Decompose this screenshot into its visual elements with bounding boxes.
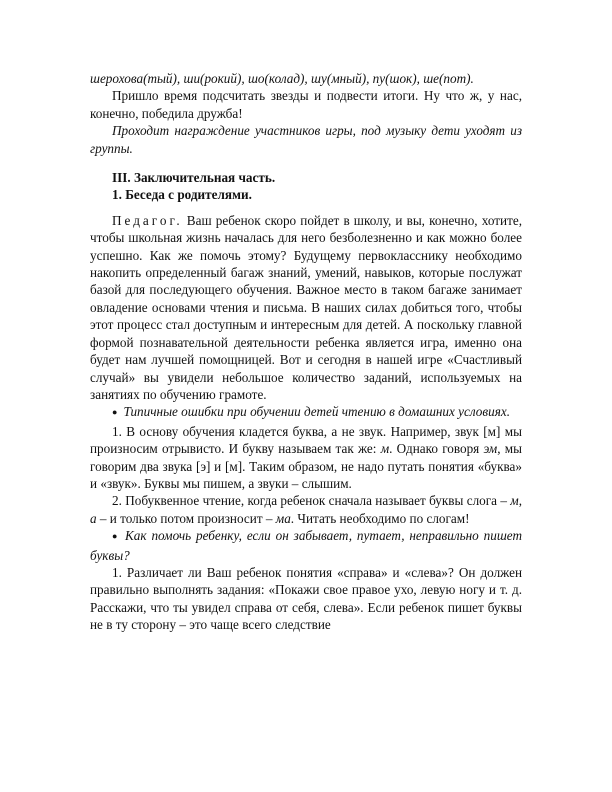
text-run-italic: м xyxy=(380,441,390,457)
bullet-typical-errors: ● Типичные ошибки при обучении детей чтению в домашних условиях. xyxy=(90,403,522,422)
bullet-how-to-help: ● Как помочь ребенку, если он забывает, путает, неправильно пишет буквы? xyxy=(90,527,522,564)
paragraph-left-right: 1. Различает ли Ваш ребенок понятия «справа» и «слева»? Он должен правильно выполнять задания: «Покажи свое правое ухо, левую ногу и т. д. Расскажи, что ты увидел справа от себя, слева». Если ребенок пишет буквы не в ту сторону – это чаще всего следствие xyxy=(90,564,522,633)
section-heading: III. Заключительная часть. xyxy=(112,170,276,186)
text-run: . Однако говоря xyxy=(389,441,484,457)
subsection-heading: 1. Беседа с родителями. xyxy=(112,187,252,203)
paragraph-error-1 xyxy=(90,423,522,493)
text-run: – и только потом произносит – xyxy=(96,510,276,526)
paragraph-results: Пришло время подсчитать звезды и подвести итоги. Ну что ж, у нас, конечно, победила дружба! xyxy=(90,88,522,121)
text-run: . Читать необходимо по слогам! xyxy=(290,510,470,526)
document-page xyxy=(90,70,522,634)
text-run-italic: а xyxy=(90,510,97,526)
text-run-italic: м xyxy=(510,493,519,509)
paragraph-syllables: шерохова(тый), ши(рокий), шо(колад), шу(мный), пу(шок), ше(пот). xyxy=(90,71,474,86)
text-run-italic: ма xyxy=(275,510,291,526)
text-run: , мы говорим два звука [э] и [м]. Таким образом, не надо путать понятия «буква» и «звук». Буквы мы пишем, а звуки – слышим. xyxy=(90,441,522,491)
text-run: 1. В основу обучения кладется буква, а не звук. Например, звук [м] мы произносим отрывисто. И букву называем так же: xyxy=(90,423,522,457)
speaker-label: Педагог. xyxy=(112,212,183,228)
text-run: 2. Побуквенное чтение, когда ребенок сначала называет буквы слога – xyxy=(112,493,511,509)
teacher-text: Ваш ребенок скоро пойдет в школу, и вы, конечно, хотите, чтобы школьная жизнь началась для него безболезненно и как можно более успешно. Как же помочь этому? Будущему первокласснику необходимо накопить определенный багаж знаний, умений, навыков, которые послужат базой для последующего обучения. Важное место в таком багаже занимает овладение основами чтения и письма. В наших силах добиться того, чтобы этот процесс стал доступным и интересным для детей. А поскольку главной формой познавательной деятельности ребенка является игра, именно она будет нам лучшей помощницей. Вот и сегодня в нашей игре «Счастливый случай» вы увидели небольшое количество заданий, используемых на занятиях по обучению грамоте. xyxy=(90,212,522,402)
text-run: , xyxy=(518,493,522,509)
paragraph-teacher xyxy=(90,212,522,403)
paragraph-awarding: Проходит награждение участников игры, под музыку дети уходят из группы. xyxy=(90,123,522,156)
text-run-italic: эм xyxy=(483,441,498,457)
paragraph-error-2 xyxy=(90,492,522,527)
